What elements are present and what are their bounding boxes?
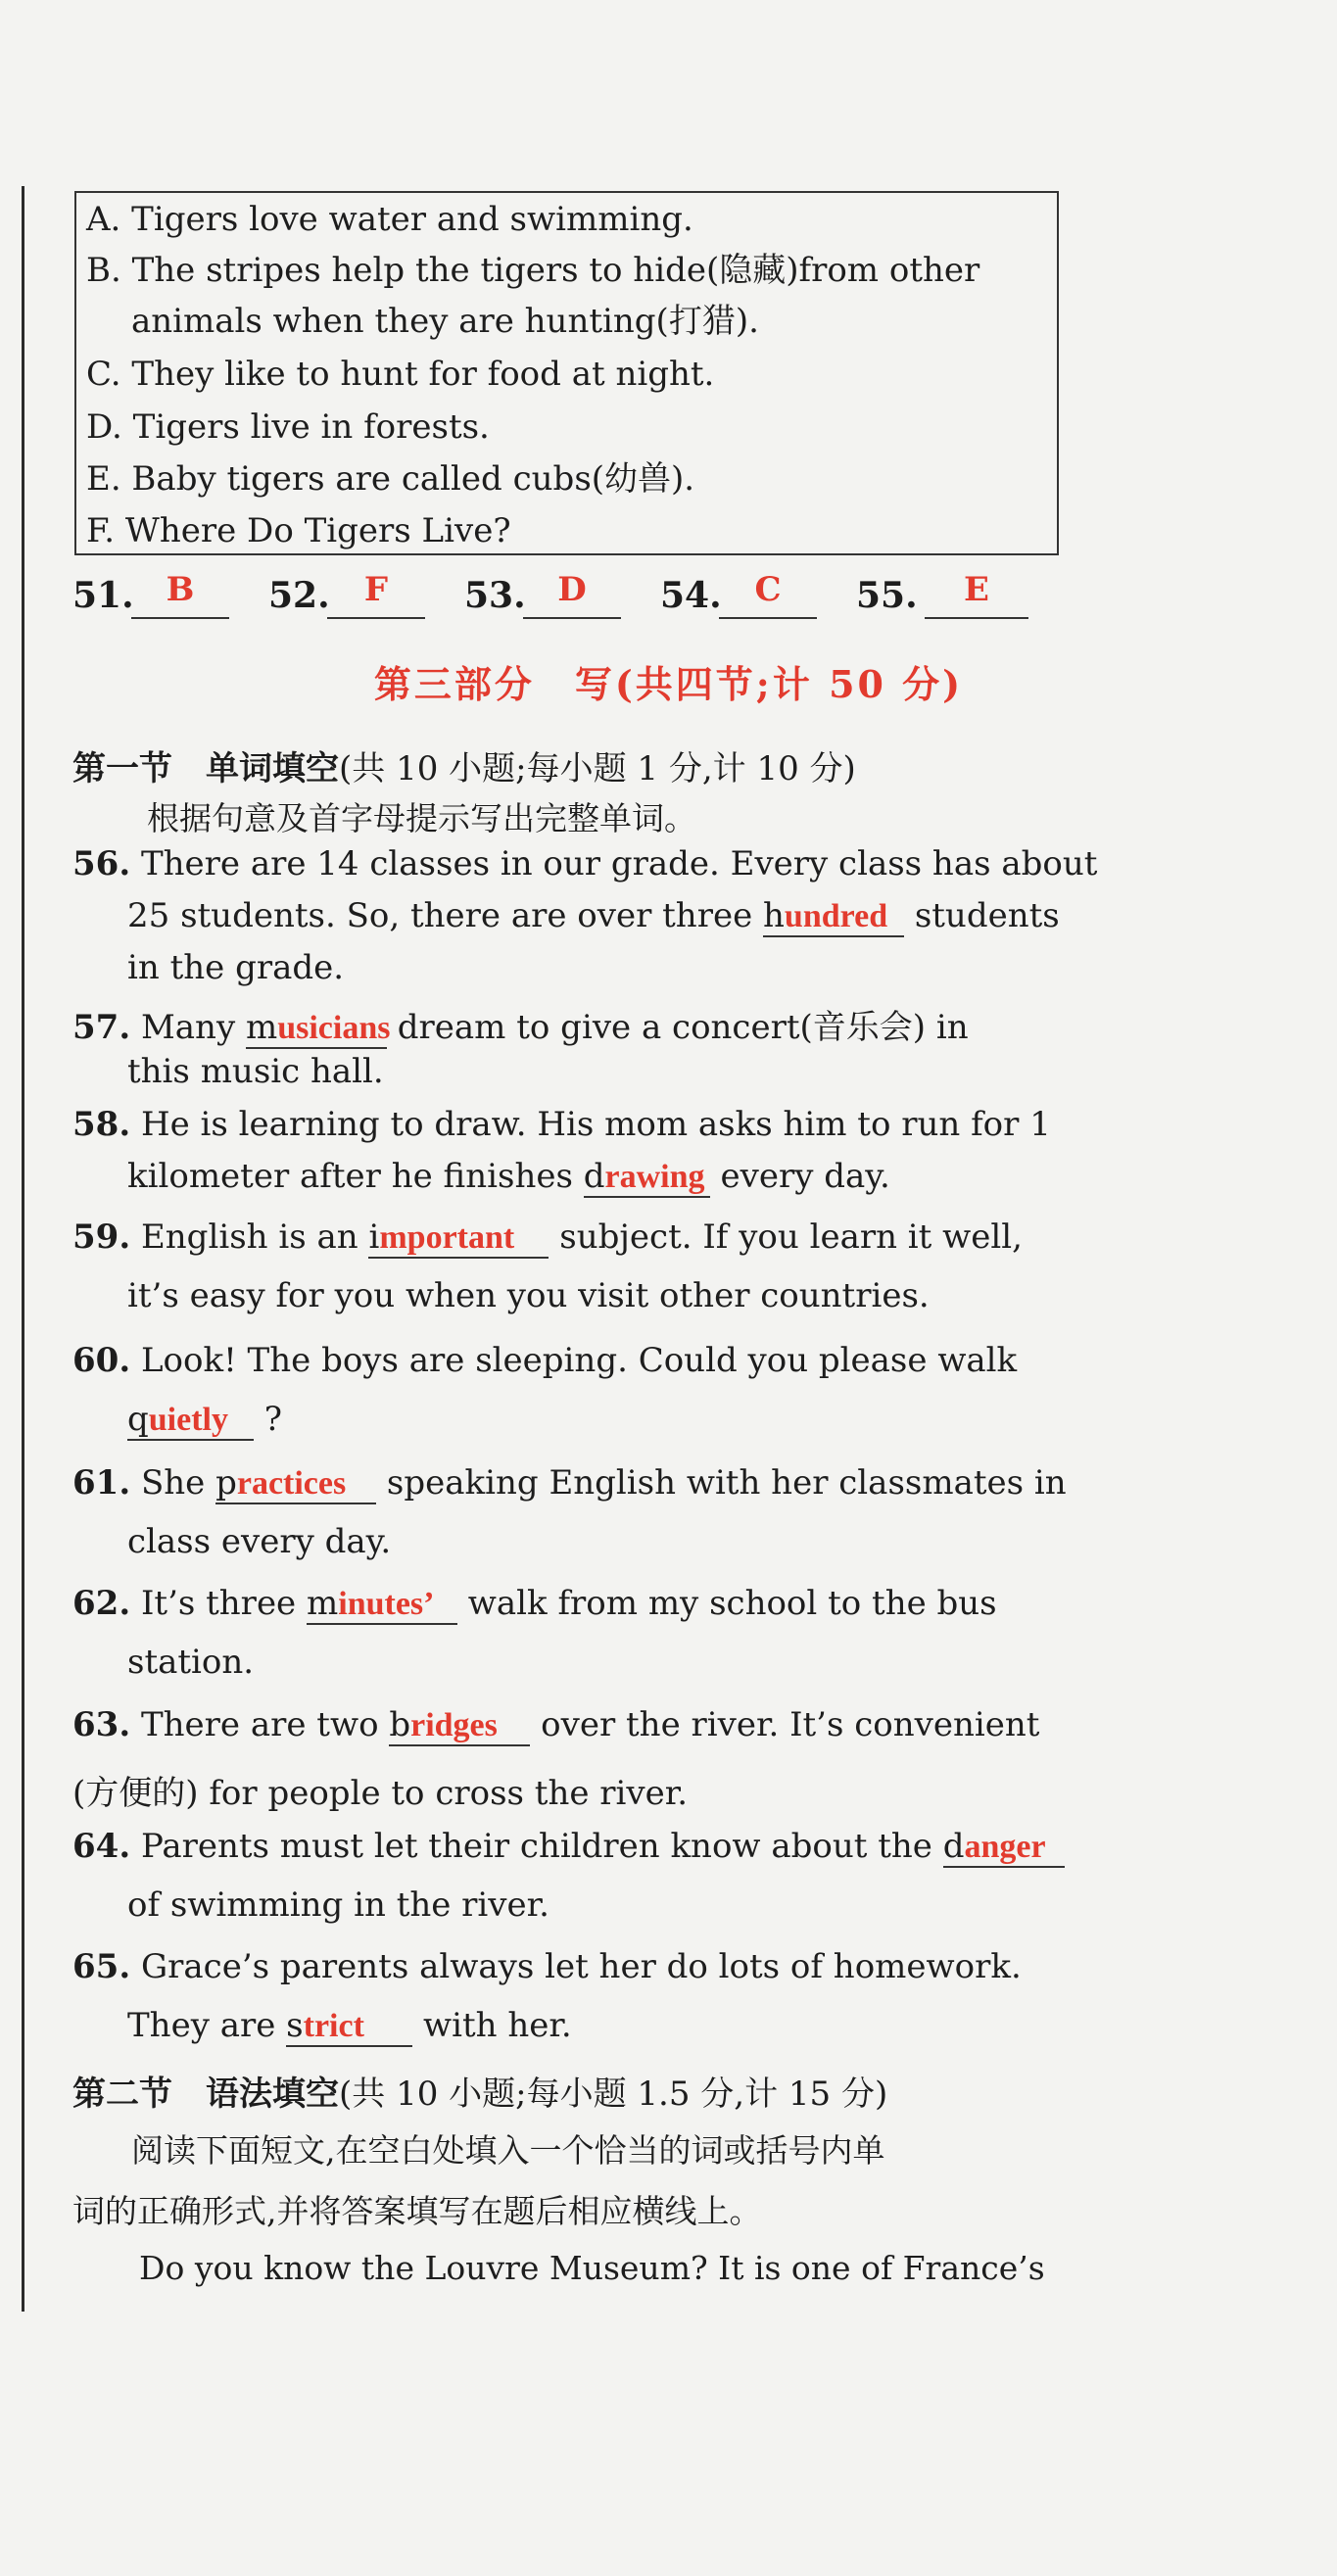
answer-text: mportant [379, 1219, 515, 1256]
question-text: Parents must let their children know about the [140, 1827, 943, 1866]
answer-text: usicians [277, 1010, 391, 1046]
question-text: There are two [140, 1705, 390, 1744]
answer-text: undred [784, 898, 888, 934]
question-text: with her. [412, 2006, 572, 2045]
question-number: 57. [72, 1008, 131, 1047]
answer-blank [925, 617, 1028, 619]
passage-text: Do you know the Louvre Museum? It is one of France’s [139, 2249, 1045, 2287]
question-number: 63. [72, 1705, 131, 1744]
answer-value: B [166, 570, 195, 609]
option-a: A. Tigers love water and swimming. [86, 200, 693, 239]
option-c: C. They like to hunt for food at night. [86, 355, 715, 394]
question-number: 65. [72, 1947, 131, 1986]
options-box [74, 191, 1059, 555]
section1-instruction: 根据句意及首字母提示写出完整单词。 [147, 799, 696, 837]
section2-instruction-cont: 词的正确形式,并将答案填写在题后相应横线上。 [72, 2192, 762, 2230]
question-text: students [904, 896, 1060, 935]
question-text: kilometer after he finishes [127, 1157, 584, 1196]
answer-text: rawing [604, 1159, 705, 1195]
question-text: They are [127, 2006, 287, 2045]
section2-title [72, 2067, 887, 2115]
option-d: D. Tigers live in forests. [86, 407, 490, 447]
answer-number: 52. [268, 575, 330, 616]
question-text: It’s three [140, 1584, 307, 1623]
answer-blank-61: practices [215, 1464, 376, 1504]
option-b: B. The stripes help the tigers to hide(隐藏)from other [86, 251, 980, 290]
answer-blank [131, 617, 229, 619]
question-text: dream to give a concert(音乐会) in [386, 1008, 969, 1047]
question-text: There are 14 classes in our grade. Every class has about [140, 844, 1098, 883]
answer-number: 54. [660, 575, 722, 616]
answer-value: F [363, 570, 389, 609]
question-text: Many [140, 1008, 246, 1047]
question-text: station. [127, 1643, 255, 1682]
question-text: 25 students. So, there are over three [127, 896, 764, 935]
question-text: ? [254, 1400, 283, 1439]
question-text: subject. If you learn it well, [549, 1217, 1023, 1257]
question-number: 61. [72, 1463, 131, 1503]
answer-text: ridges [410, 1707, 498, 1743]
section2-heading: 第二节 语法填空 [72, 2075, 339, 2114]
question-number: 58. [72, 1105, 131, 1144]
question-number: 56. [72, 844, 131, 883]
answer-blank [523, 617, 621, 619]
answer-text: anger [964, 1829, 1046, 1865]
answer-blank-58: drawing [584, 1158, 710, 1198]
margin-line [22, 186, 24, 2312]
answers-row [72, 566, 1052, 625]
answer-blank-59: important [368, 1218, 549, 1259]
section2-instruction: 阅读下面短文,在空白处填入一个恰当的词或括号内单 [131, 2131, 885, 2170]
question-text: She [140, 1463, 216, 1503]
answer-value: E [964, 570, 989, 609]
question-text: class every day. [127, 1522, 392, 1561]
answer-value: D [557, 570, 587, 609]
answer-text: trict [303, 2008, 364, 2044]
question-text: speaking English with her classmates in [376, 1463, 1067, 1503]
answer-text: uietly [148, 1402, 228, 1438]
answer-blank [327, 617, 425, 619]
question-text: every day. [709, 1157, 890, 1196]
question-text: English is an [140, 1217, 369, 1257]
question-text: Grace’s parents always let her do lots of homework. [140, 1947, 1022, 1986]
option-f: F. Where Do Tigers Live? [86, 511, 511, 550]
answer-blank-56: hundred [763, 897, 904, 937]
question-text: (方便的) for people to cross the river. [72, 1774, 689, 1813]
answer-value: C [754, 570, 782, 609]
answer-blank-64: danger [943, 1828, 1065, 1868]
question-text: this music hall. [127, 1052, 384, 1091]
answer-blank-65: strict [286, 2007, 412, 2047]
question-text: it’s easy for you when you visit other countries. [127, 1276, 930, 1315]
answer-number: 55. [856, 575, 918, 616]
section1-scoring: (共 10 小题;每小题 1 分,计 10 分) [339, 749, 856, 788]
part-title: 第三部分 写(共四节;计 50 分) [373, 662, 964, 706]
section1-title [72, 741, 856, 789]
question-text: Look! The boys are sleeping. Could you please walk [140, 1341, 1018, 1380]
question-number: 64. [72, 1827, 131, 1866]
question-number: 59. [72, 1217, 131, 1257]
answer-text: ractices [236, 1465, 347, 1502]
answer-text: inutes’ [338, 1586, 435, 1622]
section2-scoring: (共 10 小题;每小题 1.5 分,计 15 分) [339, 2075, 888, 2114]
section1-heading: 第一节 单词填空 [72, 749, 339, 788]
question-number: 62. [72, 1584, 131, 1623]
answer-blank-60: quietly [127, 1401, 254, 1441]
answer-number: 51. [72, 575, 134, 616]
question-number: 60. [72, 1341, 131, 1380]
question-text: of swimming in the river. [127, 1885, 549, 1925]
answer-blank-57: musicians [245, 1008, 391, 1047]
answer-blank [719, 617, 817, 619]
answer-number: 53. [464, 575, 526, 616]
answer-blank-63: bridges [389, 1706, 530, 1746]
answer-blank-62: minutes’ [307, 1585, 457, 1625]
option-e: E. Baby tigers are called cubs(幼兽). [86, 459, 695, 499]
question-text: He is learning to draw. His mom asks him to run for 1 [140, 1105, 1051, 1144]
option-b-cont: animals when they are hunting(打猎). [131, 302, 759, 341]
question-text: walk from my school to the bus [457, 1584, 997, 1623]
question-text: in the grade. [127, 948, 345, 987]
question-text: over the river. It’s convenient [530, 1705, 1040, 1744]
